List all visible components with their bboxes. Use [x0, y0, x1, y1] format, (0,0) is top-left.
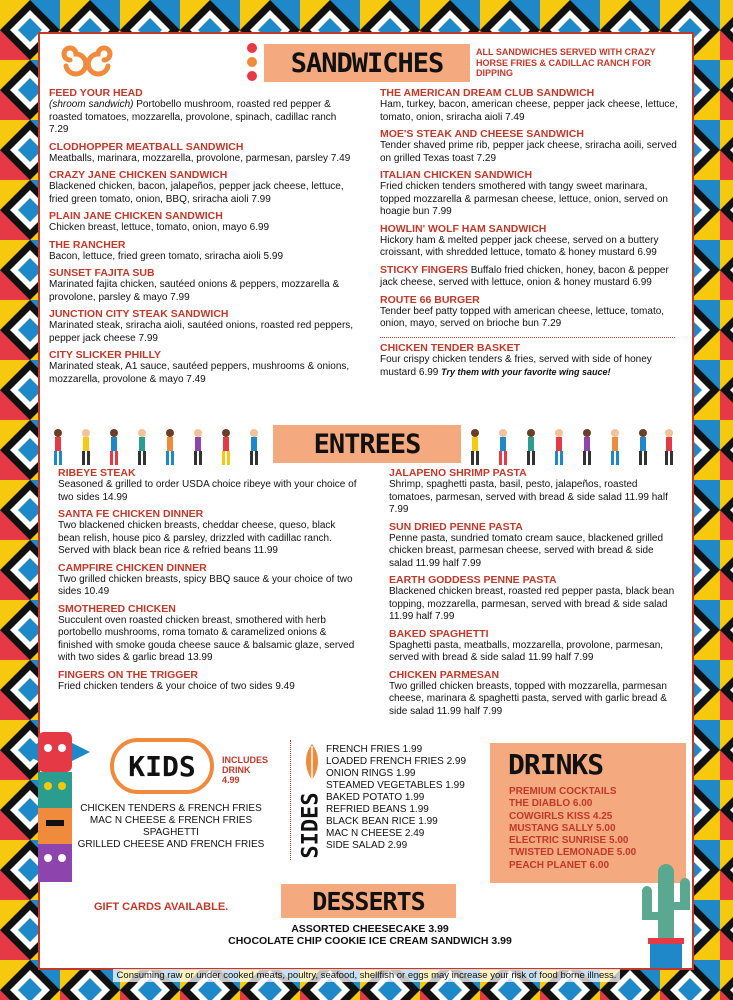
sides-divider	[290, 740, 293, 860]
entrees-right-column	[389, 467, 679, 722]
list-item: MAC N CHEESE & FRENCH FRIES	[89, 815, 253, 826]
menu-item	[49, 267, 355, 304]
list-item: CHOCOLATE CHIP COOKIE ICE CREAM SANDWICH 3.99	[228, 935, 512, 947]
item-desc: Penne pasta, sundried tomato cream sauce, blackened grilled chicken breast, parmesan cheese, served with bread & side salad 11.99 half 7.99	[389, 532, 664, 569]
menu-item	[380, 264, 680, 290]
kids-drink-label: DRINK	[222, 765, 251, 775]
menu-item	[380, 128, 680, 165]
menu-item	[49, 210, 355, 235]
list-item: SIDE SALAD 2.99	[326, 840, 408, 851]
item-name: MOE'S STEAK AND CHEESE SANDWICH	[380, 128, 584, 140]
item-desc: Blackened chicken, bacon, jalapeños, pepper jack cheese, lettuce, fried green tomato, onion, BBQ, sriracha aioli 7.99	[49, 181, 344, 205]
list-item: PEACH PLANET 6.00	[509, 859, 610, 871]
kids-includes-label: INCLUDES	[222, 755, 269, 765]
menu-item	[49, 87, 355, 137]
sides-title: SIDES	[298, 791, 324, 859]
swirl-logo-icon	[52, 42, 122, 78]
kids-title: KIDS	[110, 738, 214, 794]
list-item: SPAGHETTI	[143, 827, 199, 838]
item-desc	[380, 354, 680, 380]
item-desc: Tender shaved prime rib, pepper jack cheese, sriracha aoili, served on grilled Texas toast 7.29	[380, 140, 677, 164]
item-tip: Try them with your favorite wing sauce!	[441, 367, 611, 377]
kids-price: 4.99	[222, 775, 240, 785]
menu-item	[49, 239, 355, 264]
menu-item	[380, 169, 680, 219]
list-item: ASSORTED CHEESECAKE 3.99	[291, 923, 449, 935]
list-item: BLACK BEAN RICE 1.99	[326, 816, 438, 827]
desserts-title: DESSERTS	[281, 884, 456, 918]
sides-list	[326, 744, 486, 852]
menu-item	[58, 508, 358, 558]
drinks-title: DRINKS	[508, 748, 604, 781]
list-item: ELECTRIC SUNRISE 5.00	[509, 835, 629, 847]
list-item: FRENCH FRIES 1.99	[326, 744, 423, 755]
item-name: RIBEYE STEAK	[58, 467, 136, 479]
item-name: EARTH GODDESS PENNE PASTA	[389, 574, 557, 586]
item-name: HOWLIN' WOLF HAM SANDWICH	[380, 222, 547, 235]
menu-item	[58, 669, 358, 694]
menu-item	[58, 562, 358, 599]
item-name: PLAIN JANE CHICKEN SANDWICH	[49, 210, 223, 222]
sandwiches-title: SANDWICHES	[264, 44, 470, 82]
item-desc: Fried chicken tenders smothered with tangy sweet marinara, topped mozzarella & parmesan cheese, lettuce, onion, served on hoagie bun 7.99	[380, 181, 668, 217]
item-desc-text: Four crispy chicken tenders & fries, served with side of honey mustard 6.99	[380, 353, 652, 378]
list-item: TWISTED LEMONADE 5.00	[509, 847, 637, 859]
footer-disclaimer	[0, 970, 733, 1000]
item-name: SUN DRIED PENNE PASTA	[389, 520, 523, 533]
item-name: STICKY FINGERS	[380, 263, 468, 276]
entrees-left-column	[58, 467, 358, 697]
item-name: CHICKEN TENDER BASKET	[380, 341, 521, 354]
item-desc: Ham, turkey, bacon, american cheese, pepper jack cheese, lettuce, tomato, onion, sriracha aioli 7.49	[380, 99, 678, 123]
menu-item	[49, 169, 355, 206]
list-item: REFRIED BEANS 1.99	[326, 804, 429, 815]
item-name: ROUTE 66 BURGER	[380, 293, 480, 306]
list-item: THE DIABLO 6.00	[509, 798, 593, 810]
menu-item	[389, 669, 679, 719]
menu-item	[380, 294, 680, 331]
divider	[380, 337, 675, 338]
menu-item	[49, 349, 355, 386]
menu-item	[49, 308, 355, 345]
dancers-right-icon	[465, 425, 680, 467]
item-name: FINGERS ON THE TRIGGER	[58, 668, 199, 681]
menu-item	[389, 467, 679, 517]
sandwiches-left-column	[49, 87, 355, 390]
item-desc: Two grilled chicken breasts, spicy BBQ sauce & your choice of two sides 10.49	[58, 573, 353, 597]
menu-item	[389, 574, 679, 624]
item-desc: Marinated fajita chicken, sautéed onions & peppers, mozzarella & provolone, parsley & mayo 7.99	[49, 279, 340, 303]
list-item: COWGIRLS KISS 4.25	[509, 810, 613, 822]
list-item: MAC N CHEESE 2.49	[326, 828, 425, 839]
item-desc: Marinated steak, A1 sauce, sautéed peppers, mushrooms & onions, mozzarella, provolone & mayo 7.49	[49, 361, 350, 385]
item-desc: Hickory ham & melted pepper jack cheese, served on a buttery croissant, with shredded lettuce, tomato & honey mustard 6.99	[380, 234, 659, 258]
menu-item	[380, 87, 680, 124]
item-name: SUNSET FAJITA SUB	[49, 267, 155, 279]
item-desc: Two blackened chicken breasts, cheddar cheese, queso, black bean relish, house pico & parsley, drizzled with cadillac ranch. Served with black bean rice & refried beans 11.99	[58, 520, 336, 556]
item-name: CRAZY JANE CHICKEN SANDWICH	[49, 169, 228, 181]
item-name: JALAPENO SHRIMP PASTA	[389, 467, 527, 479]
feather-icon	[302, 742, 322, 782]
item-desc: Succulent oven roasted chicken breast, smothered with herb portobello mushrooms, roma tomato & caramelized onions & finished with smoke gouda cheese sauce & balsamic glaze, served with two sides & garlic bread 13.99	[58, 614, 355, 663]
item-name: FEED YOUR HEAD	[49, 87, 143, 99]
item-desc: Fried chicken tenders & your choice of two sides 9.49	[58, 680, 295, 692]
item-desc: Spaghetti pasta, meatballs, mozzarella, provolone, parmesan, served with bread & side salad 11.99 half 7.99	[389, 639, 664, 663]
item-desc: Tender beef patty topped with american cheese, lettuce, tomato, onion, mayo, served on brioche bun 7.29	[380, 305, 665, 329]
item-name: CLODHOPPER MEATBALL SANDWICH	[49, 140, 244, 153]
item-desc: Marinated steak, sriracha aioli, sautéed onions, roasted red peppers, pepper jack cheese 7.99	[49, 320, 354, 344]
item-name: ITALIAN CHICKEN SANDWICH	[380, 169, 533, 181]
kids-list	[60, 803, 282, 851]
entrees-title: ENTREES	[273, 425, 461, 463]
item-desc: Blackened chicken breast, roasted red pepper pasta, black bean topping, mozzarella, parmesan, served with bread & side salad 11.99 half 7.99	[389, 586, 675, 622]
item-prefix: (shroom sandwich)	[49, 99, 134, 110]
menu-item	[58, 467, 358, 504]
menu-item	[380, 342, 680, 380]
item-name: CHICKEN PARMESAN	[389, 668, 500, 681]
item-name: BAKED SPAGHETTI	[389, 627, 489, 640]
item-desc: Shrimp, spaghetti pasta, basil, pesto, jalapeños, roasted tomatoes, parmesan, served with bread & side salad 11.99 half 7.99	[389, 479, 668, 515]
item-name: THE AMERICAN DREAM CLUB SANDWICH	[380, 87, 595, 99]
menu-item	[380, 223, 680, 260]
item-name: THE RANCHER	[49, 238, 126, 251]
item-desc: Chicken breast, lettuce, tomato, onion, mayo 6.99	[49, 222, 270, 233]
sandwiches-right-column	[380, 87, 680, 384]
beads-icon	[245, 42, 259, 84]
footer-text: Consuming raw or under cooked meats, poultry, seafood, shellfish or eggs may increase your risk of food borne illness.	[113, 969, 621, 982]
item-desc	[49, 99, 355, 137]
item-desc: Bacon, lettuce, fried green tomato, sriracha aioli 5.99	[49, 250, 284, 262]
gift-cards-note: GIFT CARDS AVAILABLE.	[94, 901, 229, 913]
sandwiches-note: ALL SANDWICHES SERVED WITH CRAZY HORSE FRIES & CADILLAC RANCH FOR DIPPING	[476, 47, 656, 78]
item-desc-text: Buffalo fried chicken, honey, bacon & pepper jack cheese, served with lettuce, onion & honey mustard 6.99	[380, 264, 669, 288]
item-name: CAMPFIRE CHICKEN DINNER	[58, 561, 207, 574]
item-desc: Two grilled chicken breasts, topped with mozzarella, parmesan cheese, marinara & spaghetti pasta, served with garlic bread & side salad 11.99 half 7.99	[389, 680, 667, 717]
menu-item	[58, 603, 358, 665]
item-name: JUNCTION CITY STEAK SANDWICH	[49, 308, 229, 320]
dancers-left-icon	[48, 425, 268, 467]
list-item: MUSTANG SALLY 5.00	[509, 822, 616, 834]
item-desc	[380, 264, 680, 290]
list-item: BAKED POTATO 1.99	[326, 792, 425, 803]
list-item: PREMIUM COCKTAILS	[509, 786, 617, 797]
item-name: SMOTHERED CHICKEN	[58, 602, 176, 615]
item-desc-text: Portobello mushroom, roasted red pepper & roasted tomatoes, mozzarella, provolone, spinach, cadillac ranch 7.29	[49, 99, 337, 135]
list-item: GRILLED CHEESE AND FRENCH FRIES	[77, 839, 265, 850]
item-desc: Meatballs, marinara, mozzarella, provolone, parmesan, parsley 7.49	[49, 152, 351, 164]
item-name: CITY SLICKER PHILLY	[49, 349, 162, 361]
desserts-list	[180, 923, 560, 947]
item-desc: Seasoned & grilled to order USDA choice ribeye with your choice of two sides 14.99	[58, 479, 357, 503]
list-item: ONION RINGS 1.99	[326, 768, 416, 779]
menu-item	[49, 141, 355, 166]
sides-title-wrap	[296, 790, 326, 860]
list-item: CHICKEN TENDERS & FRENCH FRIES	[80, 803, 262, 814]
cactus-icon	[636, 858, 696, 970]
menu-item	[389, 521, 679, 571]
item-name: SANTA FE CHICKEN DINNER	[58, 508, 204, 520]
list-item: LOADED FRENCH FRIES 2.99	[326, 756, 467, 767]
menu-item	[389, 628, 679, 665]
list-item: STEAMED VEGETABLES 1.99	[326, 780, 465, 791]
kids-includes-drink	[222, 755, 282, 785]
